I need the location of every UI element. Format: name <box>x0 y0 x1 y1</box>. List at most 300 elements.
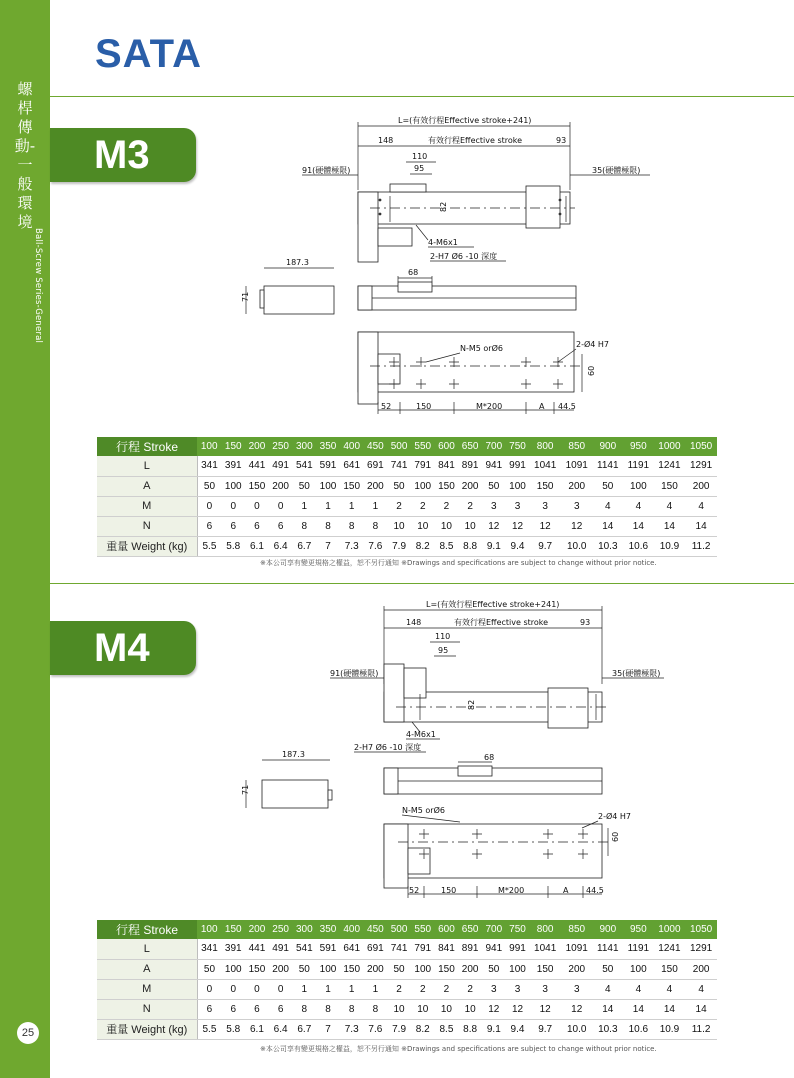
table-cell: 8.2 <box>411 1019 435 1039</box>
table-cell: 10 <box>458 999 482 1019</box>
row-label: L <box>97 939 197 959</box>
table-cell: 7 <box>316 1019 340 1039</box>
table-cell: 10 <box>387 999 411 1019</box>
table-cell: 150 <box>529 959 561 979</box>
table-cell: 14 <box>654 999 686 1019</box>
table-cell: 150 <box>654 476 686 496</box>
table-cell: 8.8 <box>458 536 482 556</box>
table-cell: 1141 <box>593 939 624 959</box>
table-cell: 6.4 <box>269 536 293 556</box>
table-cell: 691 <box>364 939 388 959</box>
stroke-header-label: 行程 Stroke <box>97 437 197 456</box>
table-cell: 8 <box>316 516 340 536</box>
table-cell: 150 <box>340 959 364 979</box>
table-cell: 200 <box>561 959 593 979</box>
m3-h7: 2-H7 Ø6 -10 深度 <box>430 252 498 261</box>
m3-drawing <box>230 110 710 430</box>
table-cell: 341 <box>197 456 221 476</box>
table-cell: 341 <box>197 939 221 959</box>
stroke-header-cell: 1050 <box>685 437 717 456</box>
table-cell: 1241 <box>654 939 686 959</box>
m4-note: ※本公司享有變更規格之權益，恕不另行通知 ※Drawings and specifications are subject to change without prior notice. <box>260 1045 657 1053</box>
stroke-header-cell: 550 <box>411 437 435 456</box>
m4-dim-148: 148 <box>406 618 422 627</box>
model-tab-m4: M4 <box>50 621 196 675</box>
divider-top <box>50 96 794 97</box>
table-cell: 12 <box>482 999 506 1019</box>
m4-h7: 2-H7 Ø6 -10 深度 <box>354 743 422 752</box>
table-cell: 5.8 <box>221 1019 245 1039</box>
table-cell: 391 <box>221 456 245 476</box>
table-cell: 6.7 <box>292 536 316 556</box>
m4-drawing <box>230 594 710 904</box>
table-cell: 841 <box>435 456 459 476</box>
stroke-header-cell: 600 <box>435 920 459 939</box>
sidebar <box>0 0 50 1078</box>
m3-limit-left: 91(硬體極限) <box>302 166 351 175</box>
m4-spec-table <box>97 920 717 1040</box>
m3-spec-table <box>97 437 717 557</box>
table-cell: 4 <box>623 496 654 516</box>
table-cell: 10 <box>435 999 459 1019</box>
table-cell: 6 <box>221 999 245 1019</box>
m3-dim-52: 52 <box>381 402 392 411</box>
table-cell: 2 <box>411 496 435 516</box>
table-cell: 10.9 <box>654 536 686 556</box>
stroke-header-label: 行程 Stroke <box>97 920 197 939</box>
table-cell: 441 <box>245 456 269 476</box>
table-cell: 14 <box>623 999 654 1019</box>
row-label: N <box>97 999 197 1019</box>
table-cell: 1291 <box>685 939 717 959</box>
table-row <box>97 1019 717 1039</box>
stroke-header-cell: 400 <box>340 920 364 939</box>
stroke-header-cell: 900 <box>593 437 624 456</box>
sidebar-title-en: Ball-Screw Series-General <box>33 228 43 344</box>
table-cell: 1 <box>316 496 340 516</box>
table-cell: 100 <box>221 959 245 979</box>
table-cell: 10.6 <box>623 536 654 556</box>
table-cell: 0 <box>221 496 245 516</box>
table-cell: 8.5 <box>435 536 459 556</box>
row-label: M <box>97 979 197 999</box>
table-cell: 2 <box>458 496 482 516</box>
table-cell: 100 <box>623 959 654 979</box>
table-cell: 11.2 <box>685 536 717 556</box>
table-cell: 200 <box>269 476 293 496</box>
row-label: M <box>97 496 197 516</box>
table-cell: 2 <box>435 496 459 516</box>
table-cell: 50 <box>197 476 221 496</box>
sidebar-title-zh: 螺桿傳動-一般環境 <box>14 80 36 231</box>
table-cell: 1241 <box>654 456 686 476</box>
table-cell: 150 <box>245 476 269 496</box>
m4-m6: 4-M6x1 <box>406 730 436 739</box>
table-cell: 7.9 <box>387 1019 411 1039</box>
table-cell: 641 <box>340 939 364 959</box>
table-cell: 12 <box>561 999 593 1019</box>
row-label: L <box>97 456 197 476</box>
m4-dim-71: 71 <box>241 784 250 795</box>
table-cell: 100 <box>411 959 435 979</box>
stroke-header-cell: 950 <box>623 920 654 939</box>
table-cell: 1 <box>340 496 364 516</box>
table-cell: 4 <box>593 979 624 999</box>
table-cell: 0 <box>221 979 245 999</box>
table-cell: 200 <box>561 476 593 496</box>
table-cell: 50 <box>593 476 624 496</box>
table-cell: 591 <box>316 939 340 959</box>
stroke-header-cell: 1050 <box>685 920 717 939</box>
table-cell: 12 <box>529 999 561 1019</box>
table-cell: 100 <box>506 959 530 979</box>
table-row <box>97 496 717 516</box>
m3-dim-93: 93 <box>556 136 567 145</box>
m4-dim-93: 93 <box>580 618 591 627</box>
table-cell: 6.4 <box>269 1019 293 1039</box>
table-cell: 3 <box>506 496 530 516</box>
stroke-header-cell: 250 <box>269 437 293 456</box>
table-cell: 200 <box>685 959 717 979</box>
stroke-header-cell: 950 <box>623 437 654 456</box>
table-cell: 8 <box>340 999 364 1019</box>
table-cell: 0 <box>197 496 221 516</box>
table-cell: 14 <box>685 999 717 1019</box>
stroke-header-cell: 200 <box>245 437 269 456</box>
stroke-header-cell: 650 <box>458 437 482 456</box>
table-cell: 7.9 <box>387 536 411 556</box>
table-cell: 591 <box>316 456 340 476</box>
table-cell: 9.7 <box>529 1019 561 1039</box>
table-cell: 3 <box>561 979 593 999</box>
stroke-header-cell: 400 <box>340 437 364 456</box>
m3-note: ※本公司享有變更規格之權益，恕不另行通知 ※Drawings and specifications are subject to change without prior notice. <box>260 559 657 567</box>
table-cell: 2 <box>435 979 459 999</box>
table-cell: 741 <box>387 456 411 476</box>
table-cell: 100 <box>506 476 530 496</box>
table-cell: 100 <box>316 476 340 496</box>
page-number: 25 <box>17 1022 39 1044</box>
table-cell: 0 <box>269 979 293 999</box>
m4-d4h7: 2-Ø4 H7 <box>598 812 632 821</box>
stroke-header-cell: 450 <box>364 920 388 939</box>
table-cell: 100 <box>623 476 654 496</box>
table-cell: 12 <box>561 516 593 536</box>
table-cell: 1291 <box>685 456 717 476</box>
stroke-header-cell: 850 <box>561 920 593 939</box>
table-cell: 8 <box>292 516 316 536</box>
table-cell: 9.4 <box>506 536 530 556</box>
table-cell: 10.9 <box>654 1019 686 1039</box>
m4-dim-68: 68 <box>484 753 495 762</box>
m4-dim-95: 95 <box>438 646 449 655</box>
table-cell: 1191 <box>623 456 654 476</box>
table-cell: 4 <box>654 979 686 999</box>
table-cell: 12 <box>506 516 530 536</box>
table-cell: 150 <box>654 959 686 979</box>
table-cell: 6 <box>197 999 221 1019</box>
m3-dim-m200: M*200 <box>476 402 503 411</box>
table-cell: 2 <box>387 496 411 516</box>
table-cell: 10.3 <box>593 1019 624 1039</box>
table-cell: 6 <box>269 516 293 536</box>
table-cell: 10 <box>458 516 482 536</box>
table-cell: 10.0 <box>561 1019 593 1039</box>
stroke-header-cell: 100 <box>197 920 221 939</box>
table-row <box>97 456 717 476</box>
table-row <box>97 979 717 999</box>
table-cell: 6 <box>245 516 269 536</box>
table-cell: 991 <box>506 456 530 476</box>
table-cell: 14 <box>593 516 624 536</box>
table-cell: 6 <box>197 516 221 536</box>
table-cell: 3 <box>529 979 561 999</box>
table-cell: 3 <box>561 496 593 516</box>
stroke-header-cell: 800 <box>529 437 561 456</box>
table-cell: 1141 <box>593 456 624 476</box>
table-cell: 7.6 <box>364 536 388 556</box>
stroke-header-cell: 350 <box>316 437 340 456</box>
m3-limit-right: 35(硬體極限) <box>592 166 641 175</box>
table-cell: 50 <box>387 959 411 979</box>
stroke-header-cell: 850 <box>561 437 593 456</box>
stroke-header-cell: 900 <box>593 920 624 939</box>
table-cell: 50 <box>593 959 624 979</box>
table-cell: 7.3 <box>340 536 364 556</box>
stroke-header-cell: 700 <box>482 920 506 939</box>
m3-dim-68: 68 <box>408 268 419 277</box>
table-cell: 7.6 <box>364 1019 388 1039</box>
table-header-row <box>97 437 717 456</box>
stroke-header-cell: 300 <box>292 437 316 456</box>
table-cell: 8.8 <box>458 1019 482 1039</box>
table-cell: 12 <box>482 516 506 536</box>
table-row <box>97 999 717 1019</box>
stroke-header-cell: 100 <box>197 437 221 456</box>
table-cell: 491 <box>269 939 293 959</box>
table-cell: 541 <box>292 456 316 476</box>
table-cell: 9.7 <box>529 536 561 556</box>
stroke-header-cell: 600 <box>435 437 459 456</box>
m4-dim-m200: M*200 <box>498 886 525 895</box>
m3-dim-60: 60 <box>587 365 596 376</box>
table-cell: 4 <box>685 979 717 999</box>
table-cell: 150 <box>435 476 459 496</box>
table-cell: 5.5 <box>197 1019 221 1039</box>
m4-dim-110: 110 <box>435 632 451 641</box>
table-cell: 2 <box>411 979 435 999</box>
table-cell: 9.4 <box>506 1019 530 1039</box>
table-cell: 150 <box>529 476 561 496</box>
table-cell: 10 <box>411 516 435 536</box>
model-tab-m3: M3 <box>50 128 196 182</box>
m3-dim-stroke: 有效行程Effective stroke <box>428 136 523 145</box>
table-cell: 8 <box>292 999 316 1019</box>
table-cell: 1191 <box>623 939 654 959</box>
table-cell: 441 <box>245 939 269 959</box>
row-label: 重量 Weight (kg) <box>97 536 197 556</box>
m3-dim-overall: L=(有效行程Effective stroke+241) <box>398 116 532 125</box>
table-cell: 2 <box>387 979 411 999</box>
m3-m6: 4-M6x1 <box>428 238 458 247</box>
table-cell: 691 <box>364 456 388 476</box>
table-cell: 1 <box>292 496 316 516</box>
table-cell: 791 <box>411 456 435 476</box>
table-cell: 4 <box>593 496 624 516</box>
table-header-row <box>97 920 717 939</box>
stroke-header-cell: 500 <box>387 437 411 456</box>
m4-nm5: N-M5 orØ6 <box>402 806 445 815</box>
table-cell: 491 <box>269 456 293 476</box>
table-cell: 891 <box>458 456 482 476</box>
table-cell: 8.2 <box>411 536 435 556</box>
stroke-header-cell: 800 <box>529 920 561 939</box>
m4-dim-82: 82 <box>467 699 476 710</box>
table-cell: 150 <box>245 959 269 979</box>
table-cell: 100 <box>316 959 340 979</box>
table-cell: 5.8 <box>221 536 245 556</box>
table-cell: 50 <box>387 476 411 496</box>
m3-nm5: N-M5 orØ6 <box>460 344 503 353</box>
table-cell: 50 <box>482 959 506 979</box>
stroke-header-cell: 150 <box>221 920 245 939</box>
table-cell: 941 <box>482 456 506 476</box>
table-cell: 4 <box>654 496 686 516</box>
table-row <box>97 516 717 536</box>
table-cell: 8 <box>316 999 340 1019</box>
table-cell: 200 <box>685 476 717 496</box>
table-cell: 8 <box>340 516 364 536</box>
table-cell: 8 <box>364 999 388 1019</box>
table-cell: 1091 <box>561 456 593 476</box>
table-cell: 50 <box>482 476 506 496</box>
table-cell: 391 <box>221 939 245 959</box>
table-cell: 100 <box>411 476 435 496</box>
table-cell: 7.3 <box>340 1019 364 1039</box>
table-cell: 14 <box>654 516 686 536</box>
sata-logo <box>95 33 215 73</box>
table-cell: 200 <box>458 476 482 496</box>
table-cell: 1 <box>292 979 316 999</box>
table-cell: 200 <box>364 476 388 496</box>
table-cell: 0 <box>197 979 221 999</box>
table-cell: 0 <box>245 979 269 999</box>
m3-dim-71: 71 <box>241 291 250 302</box>
m3-dim-a: A <box>539 402 545 411</box>
stroke-header-cell: 1000 <box>654 920 686 939</box>
m3-dim-445: 44.5 <box>558 402 576 411</box>
table-cell: 2 <box>458 979 482 999</box>
table-cell: 1 <box>364 496 388 516</box>
table-cell: 541 <box>292 939 316 959</box>
table-cell: 1 <box>364 979 388 999</box>
m3-dim-187: 187.3 <box>286 258 309 267</box>
table-cell: 9.1 <box>482 536 506 556</box>
table-cell: 14 <box>593 999 624 1019</box>
m4-dim-52: 52 <box>409 886 420 895</box>
m4-dim-stroke: 有效行程Effective stroke <box>454 618 549 627</box>
divider-middle <box>50 583 794 584</box>
table-cell: 0 <box>269 496 293 516</box>
table-cell: 150 <box>435 959 459 979</box>
m4-limit-left: 91(硬體極限) <box>330 669 379 678</box>
table-cell: 10.6 <box>623 1019 654 1039</box>
table-row <box>97 959 717 979</box>
table-cell: 50 <box>292 476 316 496</box>
table-cell: 6.1 <box>245 536 269 556</box>
table-cell: 10 <box>411 999 435 1019</box>
table-cell: 9.1 <box>482 1019 506 1039</box>
table-cell: 14 <box>623 516 654 536</box>
stroke-header-cell: 450 <box>364 437 388 456</box>
table-cell: 12 <box>529 516 561 536</box>
table-cell: 3 <box>482 496 506 516</box>
table-cell: 7 <box>316 536 340 556</box>
stroke-header-cell: 250 <box>269 920 293 939</box>
m4-dim-a: A <box>563 886 569 895</box>
stroke-header-cell: 1000 <box>654 437 686 456</box>
table-cell: 100 <box>221 476 245 496</box>
m3-dim-82: 82 <box>439 201 448 212</box>
stroke-header-cell: 350 <box>316 920 340 939</box>
m4-limit-right: 35(硬體極限) <box>612 669 661 678</box>
table-cell: 641 <box>340 456 364 476</box>
table-cell: 8.5 <box>435 1019 459 1039</box>
table-cell: 0 <box>245 496 269 516</box>
row-label: N <box>97 516 197 536</box>
table-cell: 1041 <box>529 939 561 959</box>
table-cell: 991 <box>506 939 530 959</box>
m3-dim-150: 150 <box>416 402 432 411</box>
stroke-header-cell: 700 <box>482 437 506 456</box>
table-cell: 8 <box>364 516 388 536</box>
table-cell: 200 <box>269 959 293 979</box>
m4-dim-overall: L=(有效行程Effective stroke+241) <box>426 600 560 609</box>
table-cell: 4 <box>623 979 654 999</box>
table-cell: 6 <box>245 999 269 1019</box>
logo-text: SATA <box>95 33 202 73</box>
table-cell: 3 <box>482 979 506 999</box>
table-cell: 5.5 <box>197 536 221 556</box>
m3-dim-110: 110 <box>412 152 428 161</box>
table-cell: 10 <box>387 516 411 536</box>
table-cell: 50 <box>197 959 221 979</box>
m3-dim-148: 148 <box>378 136 394 145</box>
table-row <box>97 939 717 959</box>
table-cell: 200 <box>458 959 482 979</box>
table-cell: 6 <box>269 999 293 1019</box>
m3-dim-95: 95 <box>414 164 425 173</box>
table-cell: 941 <box>482 939 506 959</box>
row-label: A <box>97 476 197 496</box>
table-cell: 791 <box>411 939 435 959</box>
m3-d4h7: 2-Ø4 H7 <box>576 340 610 349</box>
table-cell: 841 <box>435 939 459 959</box>
table-cell: 10 <box>435 516 459 536</box>
stroke-header-cell: 750 <box>506 920 530 939</box>
table-row <box>97 536 717 556</box>
table-cell: 891 <box>458 939 482 959</box>
table-cell: 6 <box>221 516 245 536</box>
table-cell: 6.7 <box>292 1019 316 1039</box>
stroke-header-cell: 500 <box>387 920 411 939</box>
m4-dim-445: 44.5 <box>586 886 604 895</box>
table-cell: 1091 <box>561 939 593 959</box>
table-cell: 150 <box>340 476 364 496</box>
stroke-header-cell: 650 <box>458 920 482 939</box>
table-cell: 14 <box>685 516 717 536</box>
table-cell: 11.2 <box>685 1019 717 1039</box>
